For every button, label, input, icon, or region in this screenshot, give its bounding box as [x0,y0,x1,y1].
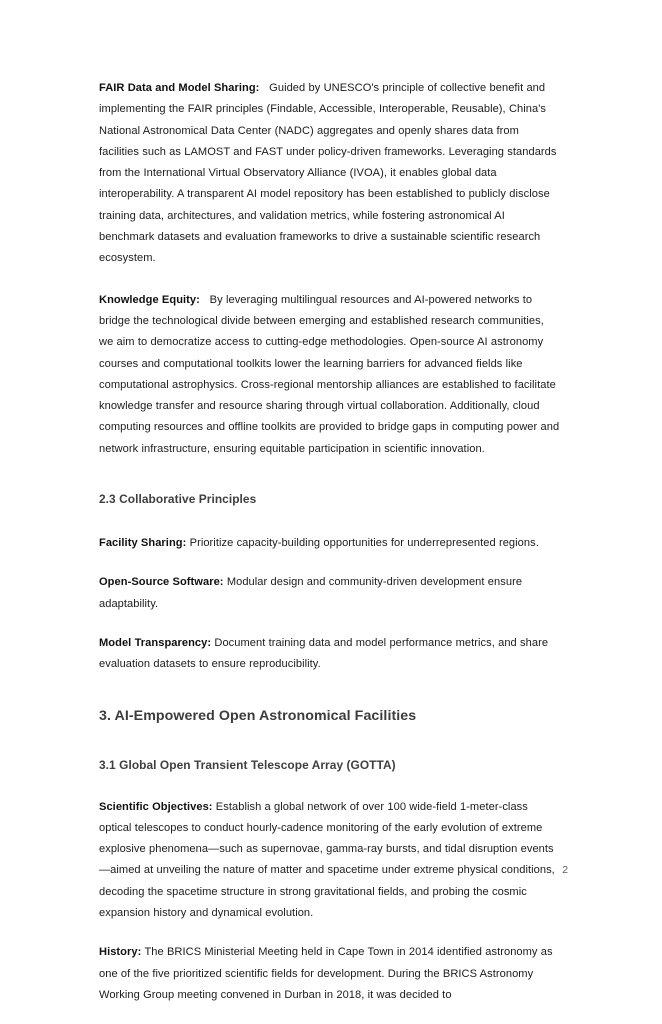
paragraph-text: Guided by UNESCO's principle of collective benefit and implementing the FAIR principles (Findable, Accessible, Interoperable, Reusable), China's National Astronomical Data Center (NADC) aggregates and openly shares data from facilities such as LAMOST and FAST under policy-driven frameworks. Leveraging standards from the International Virtual Observatory Alliance (IVOA), it enables global data interoperability. A transparent AI model repository has been established to publicly disclose training data, architectures, and validation metrics, while fostering astronomical AI benchmark datasets and evaluation frameworks to drive a sustainable scientific research ecosystem. [99,82,557,265]
paragraph-text: Establish a global network of over 100 wide-field 1-meter-class optical telescopes to conduct hourly-cadence monitoring of the early evolution of extreme explosive phenomena—such as supernovae, gamma-ray bursts, and tidal disruption events—aimed at unveiling the nature of matter and spacetime under extreme physical conditions, decoding the spacetime structure in strong gravitational fields, and probing the cosmic expansion history and dynamical evolution. [99,800,555,920]
document-body [99,78,560,1024]
paragraph-text: The BRICS Ministerial Meeting held in Cape Town in 2014 identified astronomy as one of the five prioritized scientific fields for development. During the BRICS Astronomy Working Group meeting convened in Durban in 2018, it was decided to [99,946,553,1001]
paragraph-lead-label: Scientific Objectives: [99,800,213,813]
paragraph-text: Document training data and model performance metrics, and share evaluation datasets to ensure reproducibility. [99,636,549,671]
paragraph-text: Prioritize capacity-building opportunities for underrepresented regions. [189,537,539,550]
paragraph-lead-label: Open-Source Software: [99,576,224,589]
spacer [99,775,560,797]
paragraph-lead-label: Knowledge Equity: [99,293,200,306]
heading-collaborative-principles: 2.3 Collaborative Principles [99,492,257,507]
paragraph-facility-sharing [99,533,560,554]
paragraph-fair-data-and-model-sharing [99,78,560,270]
paragraph-lead-label: FAIR Data and Model Sharing: [99,82,260,94]
paragraph-scientific-objectives [99,797,560,925]
lead-gap [200,294,210,306]
page-number: 2 [562,865,568,876]
paragraph-knowledge-equity [99,290,560,460]
paragraph-lead-label: Model Transparency: [99,636,212,649]
paragraph-history [99,942,560,1006]
paragraph-text: By leveraging multilingual resources and AI-powered networks to bridge the technological divide between emerging and established research communities, we aim to democratize access to cutting-edge methodologies. Open-source AI astronomy courses and computational toolkits lower the learning barriers for advanced fields like computational astrophysics. Cross-regional mentorship alliances are established to facilitate knowledge transfer and resource sharing through virtual collaboration. Additionally, cloud computing resources and offline toolkits are provided to bridge gaps in computing power and network infrastructure, ensuring equitable participation in scientific innovation. [99,293,560,455]
spacer [99,509,560,533]
paragraph-text: Modular design and community-driven development ensure adaptability. [99,576,523,610]
heading-global-open-transient-telescope-array: 3.1 Global Open Transient Telescope Array (GOTTA) [99,757,396,772]
paragraph-model-transparency [99,633,560,676]
lead-gap [259,82,269,94]
heading-ai-empowered-open-astronomical-facilities: 3. AI-Empowered Open Astronomical Facilities [99,707,417,724]
paragraph-lead-label: History: [99,946,142,959]
paragraph-lead-label: Facility Sharing: [99,537,187,550]
paragraph-open-source-software [99,572,560,615]
